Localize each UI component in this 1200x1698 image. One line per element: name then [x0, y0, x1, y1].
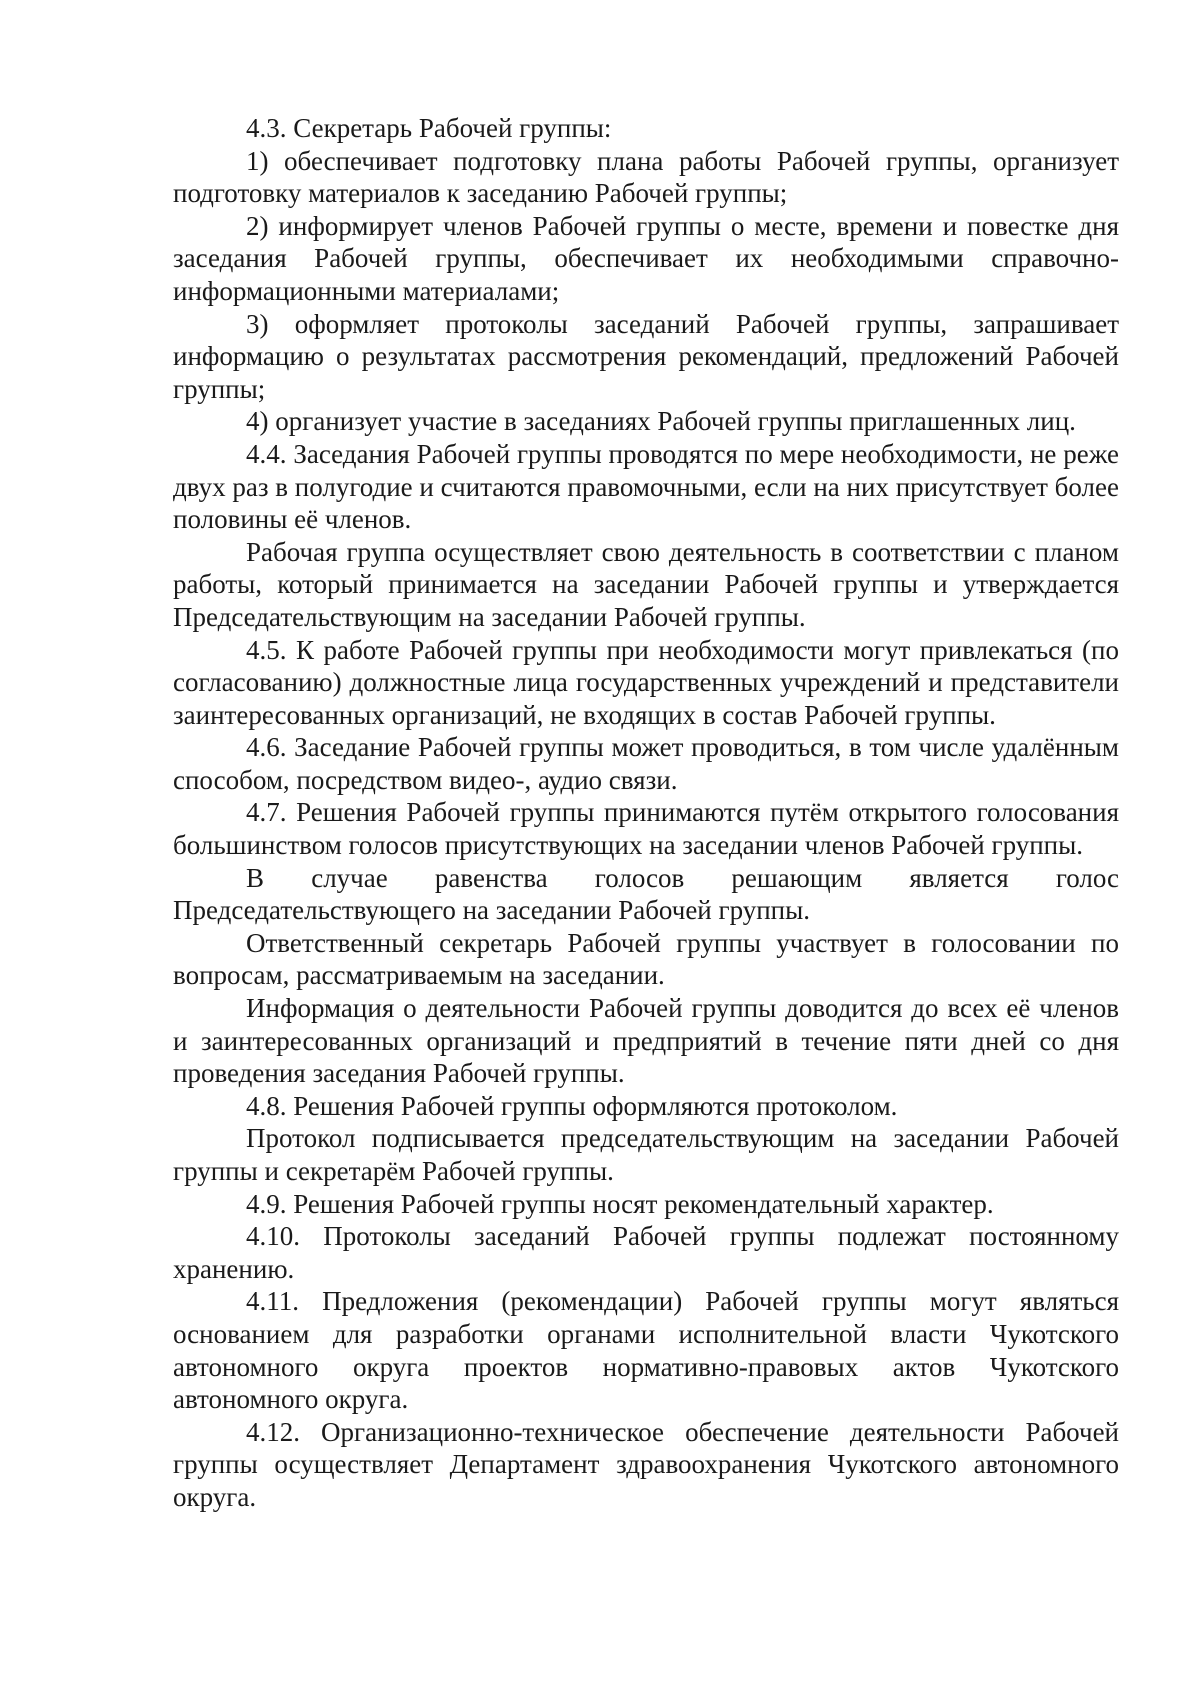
paragraph-4-12: 4.12. Организационно-техническое обеспечение деятельности Рабочей группы осуществляет Департамент здравоохранения Чукотского автономного округа. — [173, 1416, 1119, 1512]
paragraph-4-6: 4.6. Заседание Рабочей группы может проводиться, в том числе удалённым способом, посредством видео-, аудио связи. — [173, 732, 1119, 795]
paragraph-4-3-item-2: 2) информирует членов Рабочей группы о месте, времени и повестке дня заседания Рабочей группы, обеспечивает их необходимыми справочно-информационными материалами; — [173, 210, 1119, 306]
paragraph-4-5: 4.5. К работе Рабочей группы при необходимости могут привлекаться (по согласованию) должностные лица государственных учреждений и представители заинтересованных организаций, не входящих в состав Рабочей группы. — [173, 634, 1119, 730]
paragraph-4-3-item-3: 3) оформляет протоколы заседаний Рабочей группы, запрашивает информацию о результатах рассмотрения рекомендаций, предложений Рабочей группы; — [173, 308, 1119, 404]
paragraph-4-8-protocol: Протокол подписывается председательствующим на заседании Рабочей группы и секретарём Рабочей группы. — [173, 1123, 1119, 1186]
paragraph-4-7-tie: В случае равенства голосов решающим является голос Председательствующего на заседании Рабочей группы. — [173, 862, 1119, 926]
paragraph-4-3-item-1: 1) обеспечивает подготовку плана работы Рабочей группы, организует подготовку материалов к заседанию Рабочей группы; — [173, 145, 1119, 209]
paragraph-4-11: 4.11. Предложения (рекомендации) Рабочей группы могут являться основанием для разработки органами исполнительной власти Чукотского автономного округа проектов нормативно-правовых актов Чукотского автономного округа. — [173, 1286, 1119, 1415]
paragraph-4-4-plan: Рабочая группа осуществляет свою деятельность в соответствии с планом работы, который принимается на заседании Рабочей группы и утверждается Председательствующим на заседании Рабочей группы. — [173, 536, 1119, 632]
paragraph-4-4: 4.4. Заседания Рабочей группы проводятся по мере необходимости, не реже двух раз в полугодие и считаются правомочными, если на них присутствует более половины её членов. — [173, 438, 1119, 535]
paragraph-4-8: 4.8. Решения Рабочей группы оформляются протоколом. — [246, 1090, 898, 1121]
paragraph-4-7: 4.7. Решения Рабочей группы принимаются путём открытого голосования большинством голосов присутствующих на заседании членов Рабочей группы. — [173, 797, 1119, 861]
document-body — [173, 112, 1119, 1514]
paragraph-4-3-item-4: 4) организует участие в заседаниях Рабочей группы приглашенных лиц. — [246, 406, 1076, 437]
paragraph-4-7-secretary-vote: Ответственный секретарь Рабочей группы участвует в голосовании по вопросам, рассматриваемым на заседании. — [173, 927, 1119, 991]
paragraph-4-10: 4.10. Протоколы заседаний Рабочей группы подлежат постоянному хранению. — [173, 1221, 1119, 1284]
paragraph-4-7-information: Информация о деятельности Рабочей группы доводится до всех её членов и заинтересованных организаций и предприятий в течение пяти дней со дня проведения заседания Рабочей группы. — [173, 993, 1119, 1089]
paragraph-4-9: 4.9. Решения Рабочей группы носят рекомендательный характер. — [246, 1188, 994, 1219]
paragraph-4-3: 4.3. Секретарь Рабочей группы: — [246, 113, 612, 143]
